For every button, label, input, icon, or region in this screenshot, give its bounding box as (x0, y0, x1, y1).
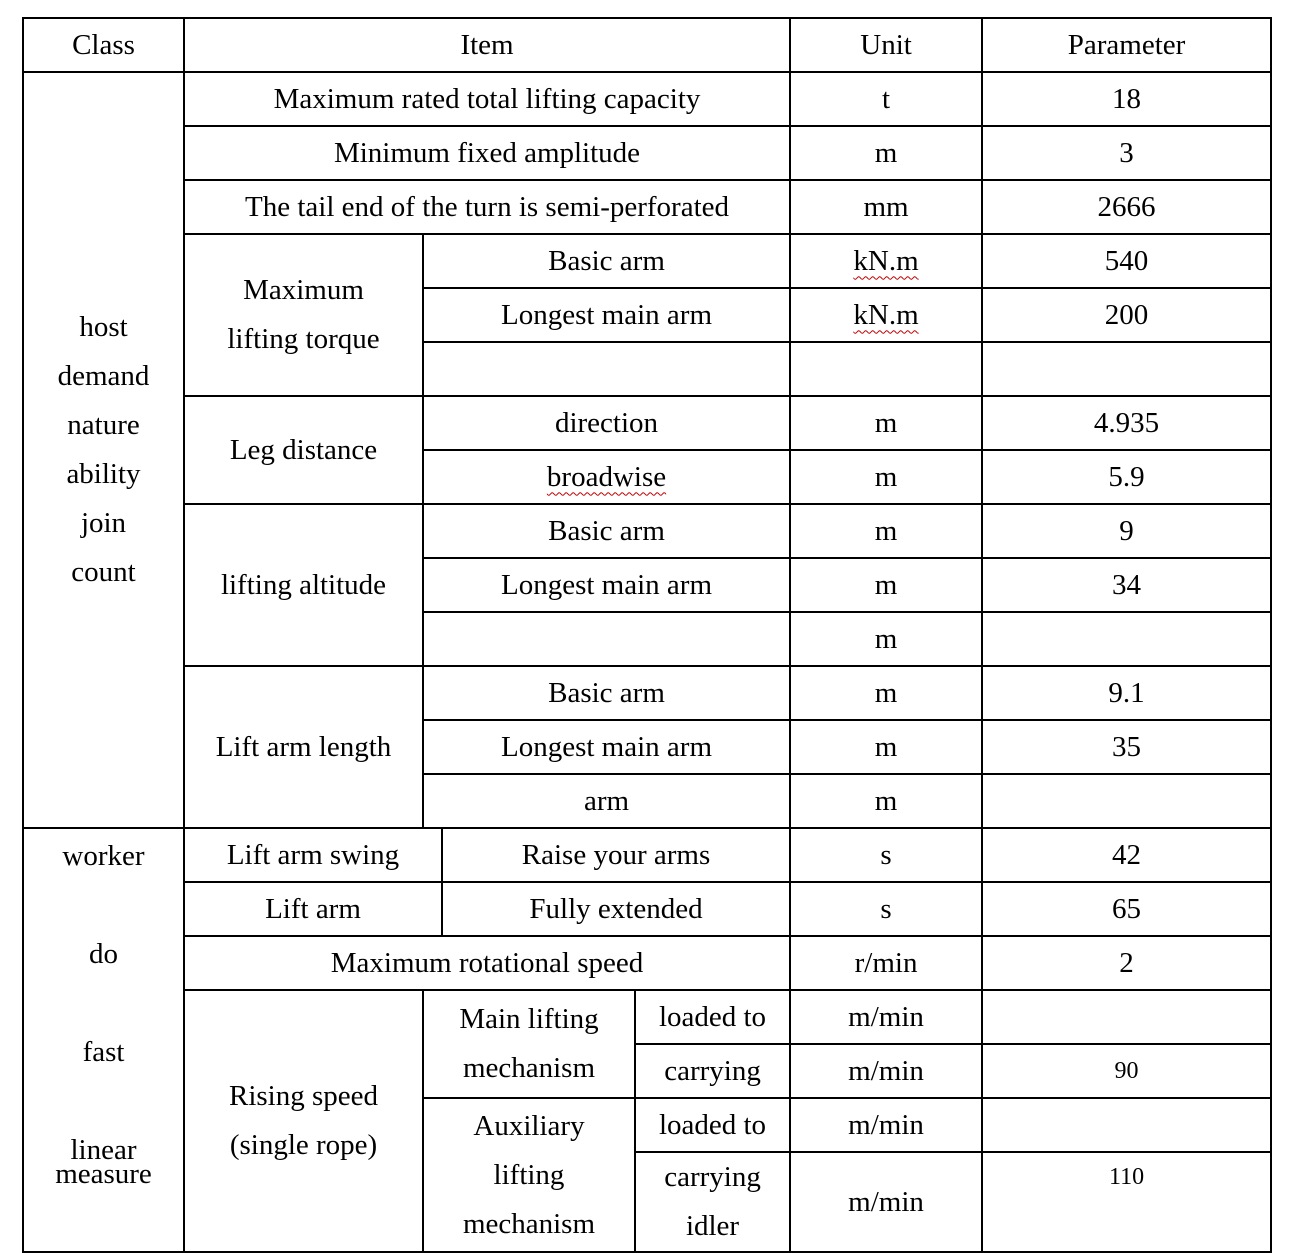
item-cell: Minimum fixed amplitude (184, 126, 790, 180)
arm-length-group-cell: Lift arm length (184, 666, 423, 828)
sub-item-cell: Longest main arm (423, 288, 790, 342)
value-cell: 2666 (982, 180, 1271, 234)
item-cell: Lift arm swing (184, 828, 442, 882)
sub-item-cell: carrying (635, 1044, 790, 1098)
value-cell: 5.9 (982, 450, 1271, 504)
sub-item-cell (635, 1152, 790, 1252)
header-parameter: Parameter (982, 18, 1271, 72)
main-mechanism-label: Main lifting mechanism (459, 1003, 599, 1084)
unit-cell: m/min (790, 1044, 982, 1098)
unit-cell: m (790, 558, 982, 612)
torque-group-cell (184, 234, 423, 396)
unit-cell: m (790, 450, 982, 504)
sub-item-cell (423, 342, 790, 396)
unit-cell: s (790, 828, 982, 882)
unit-cell: m (790, 396, 982, 450)
header-class: Class (23, 18, 184, 72)
value-cell: 34 (982, 558, 1271, 612)
table-row (23, 72, 1271, 126)
table-row (23, 126, 1271, 180)
table-row (23, 882, 1271, 936)
value-cell: 90 (982, 1044, 1271, 1098)
unit-cell: m/min (790, 1152, 982, 1252)
sub-item-cell: Basic arm (423, 666, 790, 720)
unit-cell (790, 342, 982, 396)
torque-group-label: Maximum lifting torque (227, 274, 380, 355)
table-row (23, 990, 1271, 1044)
header-item: Item (184, 18, 790, 72)
value-cell: 18 (982, 72, 1271, 126)
crane-parameter-table (22, 17, 1272, 1253)
table-row (23, 936, 1271, 990)
value-cell (982, 774, 1271, 828)
unit-cell: r/min (790, 936, 982, 990)
sub-item-cell: arm (423, 774, 790, 828)
unit-cell: m (790, 666, 982, 720)
item-cell: Maximum rated total lifting capacity (184, 72, 790, 126)
value-cell (982, 342, 1271, 396)
sub-item-cell: loaded to (635, 1098, 790, 1152)
unit-text: kN.m (853, 244, 919, 277)
unit-cell: mm (790, 180, 982, 234)
leg-group-cell: Leg distance (184, 396, 423, 504)
sub-item-cell: Basic arm (423, 234, 790, 288)
sub-item-cell: Fully extended (442, 882, 790, 936)
value-cell (982, 1098, 1271, 1152)
unit-cell: m/min (790, 1098, 982, 1152)
sub-item-text: carrying idler (664, 1161, 761, 1242)
value-cell: 200 (982, 288, 1271, 342)
table-row (23, 666, 1271, 720)
table-row (23, 828, 1271, 882)
unit-text: kN.m (853, 298, 919, 331)
host-class-cell (23, 72, 184, 828)
sub-item-cell (423, 612, 790, 666)
item-cell: Maximum rotational speed (184, 936, 790, 990)
value-cell: 9.1 (982, 666, 1271, 720)
unit-cell: s (790, 882, 982, 936)
altitude-group-cell: lifting altitude (184, 504, 423, 666)
unit-cell: t (790, 72, 982, 126)
unit-cell: m (790, 126, 982, 180)
sub-item-cell: Basic arm (423, 504, 790, 558)
sub-item-cell: Raise your arms (442, 828, 790, 882)
value-cell (982, 990, 1271, 1044)
unit-cell (790, 234, 982, 288)
main-mechanism-cell (423, 990, 635, 1098)
rising-group-cell (184, 990, 423, 1252)
unit-cell: m (790, 504, 982, 558)
value-cell: 42 (982, 828, 1271, 882)
header-unit: Unit (790, 18, 982, 72)
worker-class-label: worker do fast linear (62, 840, 145, 1166)
item-cell: The tail end of the turn is semi-perforated (184, 180, 790, 234)
rising-group-label: Rising speed (single rope) (228, 1080, 379, 1161)
value-cell: 3 (982, 126, 1271, 180)
sub-item-cell: loaded to (635, 990, 790, 1044)
unit-cell: m (790, 774, 982, 828)
unit-cell: m (790, 612, 982, 666)
sub-item-cell: Longest main arm (423, 558, 790, 612)
sub-item-cell: direction (423, 396, 790, 450)
header-row (23, 18, 1271, 72)
unit-cell: m (790, 720, 982, 774)
value-cell: 35 (982, 720, 1271, 774)
table-row (23, 396, 1271, 450)
table-row (23, 180, 1271, 234)
worker-class-cell (23, 828, 184, 1252)
table-row (23, 504, 1271, 558)
value-cell: 4.935 (982, 396, 1271, 450)
value-cell: 9 (982, 504, 1271, 558)
value-cell (982, 612, 1271, 666)
unit-cell: m/min (790, 990, 982, 1044)
sub-item-text: broadwise (546, 460, 667, 493)
host-class-label: host demand nature ability join count (57, 311, 150, 588)
unit-cell (790, 288, 982, 342)
worker-class-label-last: measure (55, 1158, 152, 1190)
item-cell: Lift arm (184, 882, 442, 936)
sub-item-cell: Longest main arm (423, 720, 790, 774)
aux-mechanism-cell (423, 1098, 635, 1252)
sub-item-cell (423, 450, 790, 504)
value-cell: 110 (982, 1152, 1271, 1252)
table-row (23, 234, 1271, 288)
value-cell: 2 (982, 936, 1271, 990)
value-cell: 540 (982, 234, 1271, 288)
aux-mechanism-label: Auxiliary lifting mechanism (462, 1109, 596, 1240)
value-cell: 65 (982, 882, 1271, 936)
